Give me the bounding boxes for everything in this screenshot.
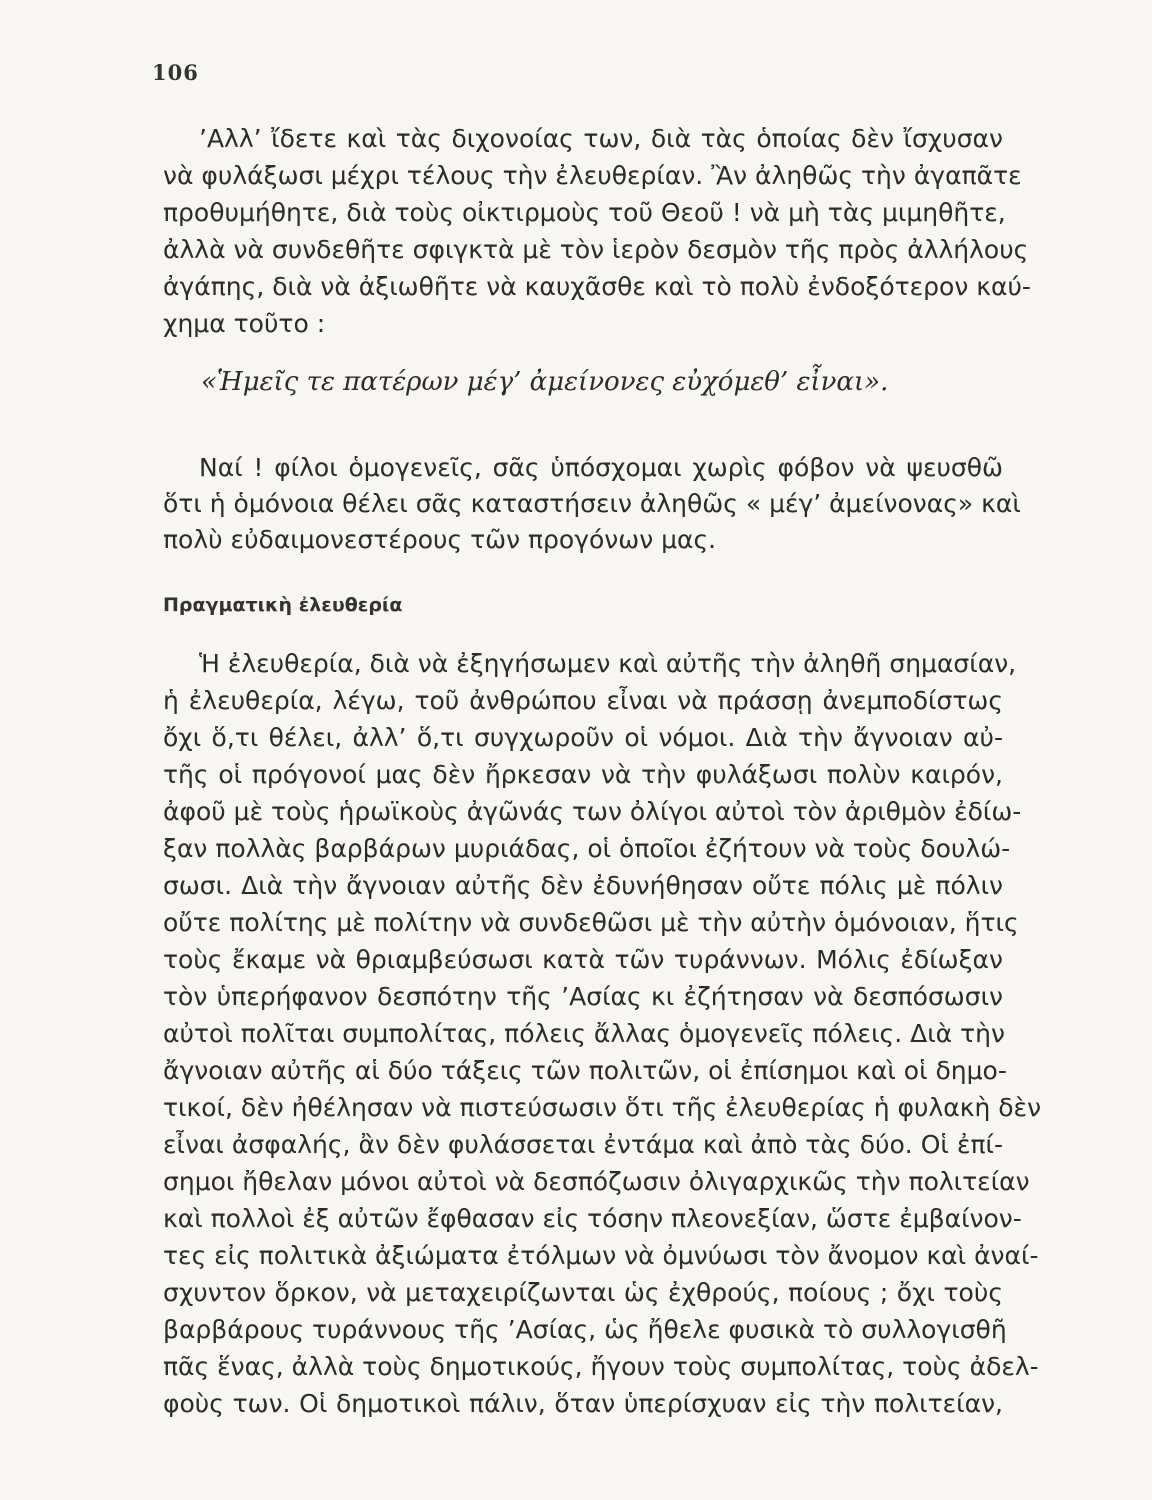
paragraph-1-line: χημα τοῦτο :	[163, 309, 326, 338]
paragraph-1-line: ἀλλὰ νὰ συνδεθῆτε σφιγκτὰ μὲ τὸν ἱερὸν δεσμὸν τῆς πρὸς ἀλλήλους	[163, 235, 1029, 264]
paragraph-3-line: τες εἰς πολιτικὰ ἀξιώματα ἐτόλμων νὰ ὀμνύωσι τὸν ἄνομον καὶ ἀναί-	[163, 1241, 1039, 1270]
paragraph-3-line: ὄχι ὅ,τι θέλει, ἀλλ’ ὅ,τι συγχωροῦν οἱ νόμοι. Διὰ τὴν ἄγνοιαν αὐ-	[163, 723, 1003, 752]
paragraph-3-line: πᾶς ἕνας, ἀλλὰ τοὺς δημοτικούς, ἤγουν τοὺς συμπολίτας, τοὺς ἀδελ-	[163, 1352, 1039, 1381]
page-number: 106	[152, 60, 199, 85]
verse-quote: «Ἡμεῖς τε πατέρων μέγ’ ἀμείνονες εὐχόμεθ’ εἶναι».	[201, 367, 889, 397]
paragraph-3-line: σχυντον ὅρκον, νὰ μεταχειρίζωνται ὡς ἐχθρούς, ποίους ; ὄχι τοὺς	[163, 1278, 1003, 1307]
paragraph-3-line: ἀφοῦ μὲ τοὺς ἡρωϊκοὺς ἀγῶνάς των ὀλίγοι αὐτοὶ τὸν ἀριθμὸν ἐδίω-	[163, 797, 1022, 826]
paragraph-1-line: νὰ φυλάξωσι μέχρι τέλους τὴν ἐλευθερίαν. Ἂν ἀληθῶς τὴν ἀγαπᾶτε	[163, 161, 1022, 190]
paragraph-3-line: σωσι. Διὰ τὴν ἄγνοιαν αὐτῆς δὲν ἐδυνήθησαν οὔτε πόλις μὲ πόλιν	[163, 871, 1003, 900]
paragraph-3-line: ξαν πολλὰς βαρβάρων μυριάδας, οἱ ὁποῖοι ἐζήτουν νὰ τοὺς δουλώ-	[163, 834, 1011, 863]
section-heading: Πραγματικὴ ἐλευθερία	[163, 594, 403, 616]
paragraph-2-line: πολὺ εὐδαιμονεστέρους τῶν προγόνων μας.	[163, 525, 717, 554]
paragraph-3-line: τὸν ὑπερήφανον δεσπότην τῆς ’Ασίας κι ἐζήτησαν νὰ δεσπόσωσιν	[163, 982, 1003, 1011]
paragraph-3-line: εἶναι ἀσφαλής, ἂν δὲν φυλάσσεται ἐντάμα καὶ ἀπὸ τὰς δύο. Οἱ ἐπί-	[163, 1130, 1003, 1159]
paragraph-3-line: καὶ πολλοὶ ἐξ αὐτῶν ἔφθασαν εἰς τόσην πλεονεξίαν, ὥστε ἐμβαίνον-	[163, 1204, 1022, 1233]
paragraph-3-line: τοὺς ἔκαμε νὰ θριαμβεύσωσι κατὰ τῶν τυράννων. Μόλις ἐδίωξαν	[163, 945, 1003, 974]
paragraph-2-line: Ναί ! φίλοι ὁμογενεῖς, σᾶς ὑπόσχομαι χωρὶς φόβον νὰ ψευσθῶ	[199, 453, 1003, 482]
paragraph-3-line: ἡ ἐλευθερία, λέγω, τοῦ ἀνθρώπου εἶναι νὰ πράσσῃ ἀνεμποδίστως	[163, 686, 1003, 715]
paragraph-3-line: αὐτοὶ πολῖται συμπολίτας, πόλεις ἄλλας ὁμογενεῖς πόλεις. Διὰ τὴν	[163, 1019, 1005, 1048]
paragraph-1-line: προθυμήθητε, διὰ τοὺς οἰκτιρμοὺς τοῦ Θεοῦ ! νὰ μὴ τὰς μιμηθῆτε,	[163, 198, 1006, 227]
paragraph-3-line: σημοι ἤθελαν μόνοι αὐτοὶ νὰ δεσπόζωσιν ὀλιγαρχικῶς τὴν πολιτείαν	[163, 1167, 1030, 1196]
paragraph-2-line: ὅτι ἡ ὁμόνοια θέλει σᾶς καταστήσειν ἀληθῶς « μέγ’ ἀμείνονας» καὶ	[163, 489, 1021, 518]
paragraph-3-line: τικοί, δὲν ἠθέλησαν νὰ πιστεύσωσιν ὅτι τῆς ἐλευθερίας ἡ φυλακὴ δὲν	[163, 1093, 1042, 1122]
paragraph-3-line: βαρβάρους τυράννους τῆς ’Ασίας, ὡς ἤθελε φυσικὰ τὸ συλλογισθῆ	[163, 1315, 1007, 1344]
paragraph-3-line: Ἡ ἐλευθερία, διὰ νὰ ἐξηγήσωμεν καὶ αὐτῆς τὴν ἀληθῆ σημασίαν,	[199, 649, 1017, 678]
paragraph-3-line: τῆς οἱ πρόγονοί μας δὲν ἤρκεσαν νὰ τὴν φυλάξωσι πολὺν καιρόν,	[163, 760, 1003, 789]
paragraph-1-line: ’Αλλ’ ἴδετε καὶ τὰς διχονοίας των, διὰ τὰς ὁποίας δὲν ἴσχυσαν	[199, 124, 1003, 153]
paragraph-3-line: φοὺς των. Οἱ δημοτικοὶ πάλιν, ὅταν ὑπερίσχυαν εἰς τὴν πολιτείαν,	[163, 1389, 1003, 1418]
paragraph-3-line: οὔτε πολίτης μὲ πολίτην νὰ συνδεθῶσι μὲ τὴν αὐτὴν ὁμόνοιαν, ἥτις	[163, 908, 1019, 937]
paragraph-3-line: ἄγνοιαν αὐτῆς αἱ δύο τάξεις τῶν πολιτῶν, οἱ ἐπίσημοι καὶ οἱ δημο-	[163, 1056, 1007, 1085]
paragraph-1-line: ἀγάπης, διὰ νὰ ἀξιωθῆτε νὰ καυχᾶσθε καὶ τὸ πολὺ ἐνδοξότερον καύ-	[163, 272, 1031, 301]
